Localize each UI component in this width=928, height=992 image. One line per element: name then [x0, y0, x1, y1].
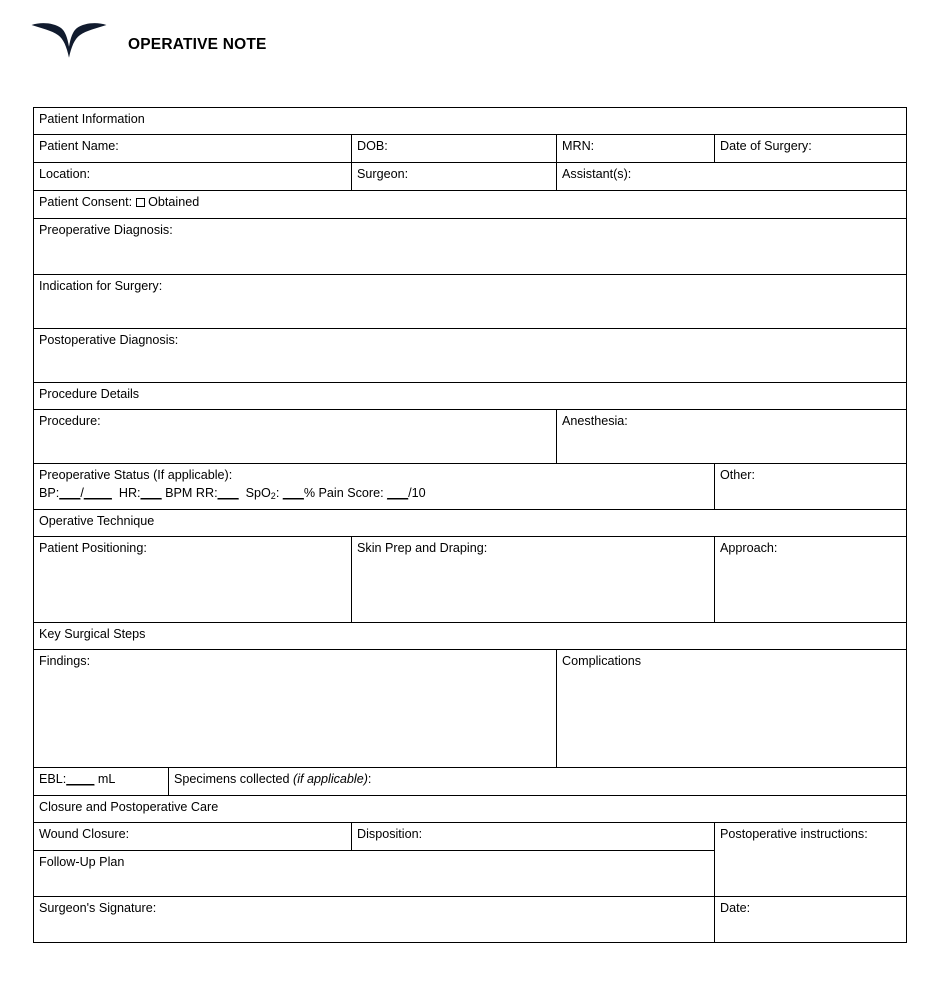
specimens-colon: : [367, 772, 372, 786]
field-disposition[interactable]: Disposition: [352, 823, 715, 851]
field-ebl[interactable] [34, 768, 169, 796]
field-date-of-surgery[interactable]: Date of Surgery: [715, 135, 907, 163]
ebl-unit: mL [97, 772, 116, 786]
table-row [34, 219, 907, 275]
hr-label: HR: [118, 485, 141, 500]
field-surgeon[interactable]: Surgeon: [352, 163, 557, 191]
table-row [34, 768, 907, 796]
section-header-operative-technique: Operative Technique [34, 510, 907, 537]
bp-label: BP: [39, 485, 60, 500]
field-findings[interactable]: Findings: [34, 650, 557, 768]
field-preoperative-status[interactable] [34, 464, 715, 510]
field-other[interactable]: Other: [715, 464, 907, 510]
field-procedure[interactable]: Procedure: [34, 410, 557, 464]
field-approach[interactable]: Approach: [715, 537, 907, 623]
table-row [34, 623, 907, 650]
table-row [34, 108, 907, 135]
rr-blank[interactable]: ___ [217, 485, 239, 500]
bp-diastolic-blank[interactable]: ____ [83, 485, 112, 500]
specimens-label: Specimens collected [174, 772, 294, 786]
table-row [34, 410, 907, 464]
field-preoperative-diagnosis[interactable]: Preoperative Diagnosis: [34, 219, 907, 275]
field-dob[interactable]: DOB: [352, 135, 557, 163]
operative-note-form [0, 64, 928, 943]
field-specimens-collected[interactable] [169, 768, 907, 796]
field-location[interactable]: Location: [34, 163, 352, 191]
field-postoperative-diagnosis[interactable]: Postoperative Diagnosis: [34, 329, 907, 383]
pain-score-scale: /10 [408, 485, 426, 500]
table-row [34, 823, 907, 851]
table-row [34, 650, 907, 768]
field-date[interactable]: Date: [715, 897, 907, 943]
vitals-line [39, 486, 709, 502]
table-row [34, 537, 907, 623]
field-wound-closure[interactable]: Wound Closure: [34, 823, 352, 851]
spo2-label: SpO [245, 485, 271, 500]
field-follow-up-plan[interactable]: Follow-Up Plan [34, 851, 715, 897]
rr-label: RR: [195, 485, 218, 500]
spo2-colon: : [275, 485, 280, 500]
bp-systolic-blank[interactable]: ___ [59, 485, 81, 500]
field-complications[interactable]: Complications [557, 650, 907, 768]
consent-checkbox[interactable] [136, 198, 145, 207]
section-header-key-surgical-steps: Key Surgical Steps [34, 623, 907, 650]
wing-logo-icon [30, 17, 108, 61]
section-header-procedure-details: Procedure Details [34, 383, 907, 410]
table-row [34, 191, 907, 219]
table-row [34, 163, 907, 191]
field-mrn[interactable]: MRN: [557, 135, 715, 163]
field-indication-for-surgery[interactable]: Indication for Surgery: [34, 275, 907, 329]
pain-score-blank[interactable]: ___ [387, 485, 409, 500]
field-skin-prep-and-draping[interactable]: Skin Prep and Draping: [352, 537, 715, 623]
field-postoperative-instructions[interactable]: Postoperative instructions: [715, 823, 907, 897]
field-assistants[interactable]: Assistant(s): [557, 163, 907, 191]
specimens-if-applicable: (if applicable) [293, 772, 368, 786]
table-row [34, 464, 907, 510]
spo2-blank[interactable]: ___ [282, 485, 304, 500]
field-patient-positioning[interactable]: Patient Positioning: [34, 537, 352, 623]
field-anesthesia[interactable]: Anesthesia: [557, 410, 907, 464]
ebl-blank[interactable]: ____ [66, 772, 95, 786]
table-row [34, 329, 907, 383]
patient-consent-label: Patient Consent: [39, 195, 133, 209]
spo2-subscript: 2 [270, 490, 276, 501]
ebl-label: EBL: [39, 772, 67, 786]
field-surgeons-signature[interactable]: Surgeon's Signature: [34, 897, 715, 943]
pain-score-label: Pain Score: [318, 485, 384, 500]
table-row [34, 510, 907, 537]
section-header-patient-information: Patient Information [34, 108, 907, 135]
hr-unit: BPM [165, 485, 193, 500]
spo2-unit: % [303, 485, 316, 500]
field-patient-consent[interactable] [34, 191, 907, 219]
operative-note-table [33, 107, 907, 943]
bp-separator: / [80, 485, 84, 500]
table-row [34, 383, 907, 410]
table-row [34, 135, 907, 163]
table-row [34, 796, 907, 823]
document-header [0, 0, 928, 64]
hr-blank[interactable]: ___ [140, 485, 162, 500]
section-header-closure-and-postoperative-care: Closure and Postoperative Care [34, 796, 907, 823]
consent-checkbox-label: Obtained [148, 195, 200, 209]
table-row [34, 897, 907, 943]
preoperative-status-label: Preoperative Status (If applicable): [39, 468, 233, 482]
table-row [34, 275, 907, 329]
page-title: OPERATIVE NOTE [128, 36, 267, 53]
field-patient-name[interactable]: Patient Name: [34, 135, 352, 163]
